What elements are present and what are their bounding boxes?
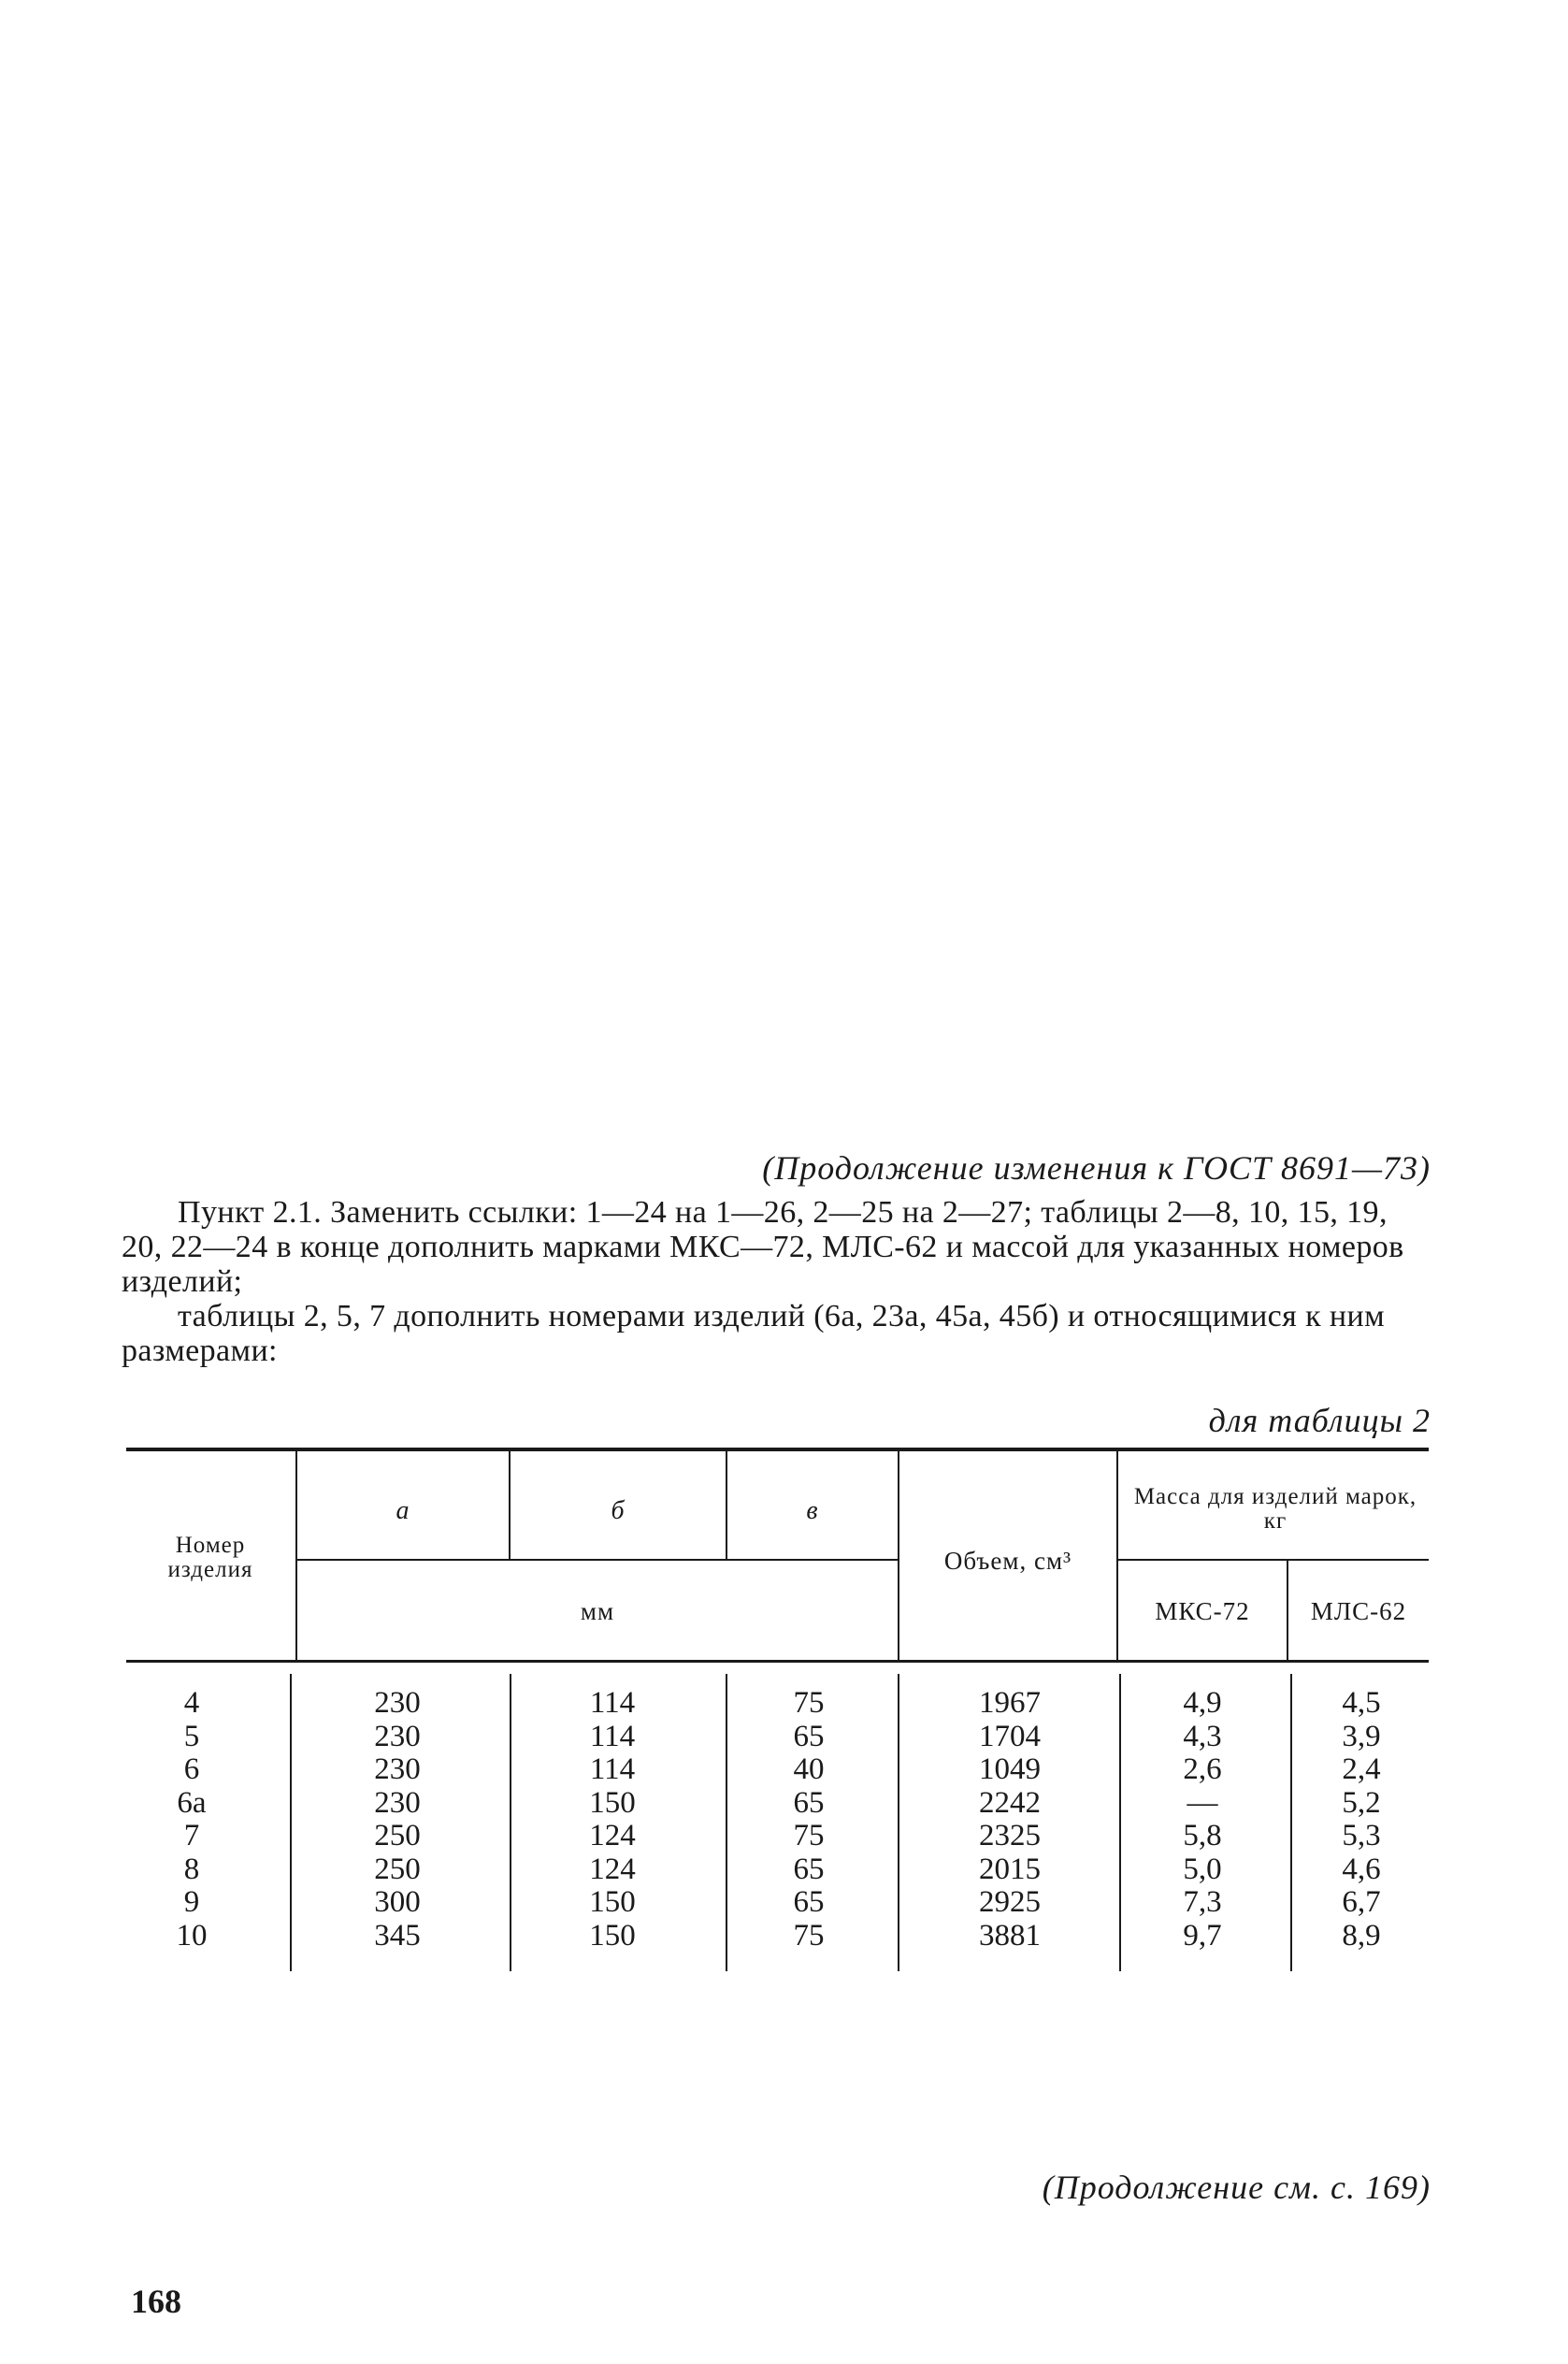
table-cell: 124: [589, 1819, 636, 1852]
column-a: [337, 1687, 458, 1953]
dimension-unit-rule: [297, 1559, 898, 1561]
table-cell: 1049: [979, 1752, 1041, 1786]
column-b: [552, 1687, 673, 1953]
table-cell: 250: [374, 1852, 421, 1886]
table-cell: 5: [183, 1719, 200, 1753]
header-mks-72: МКС-72: [1155, 1597, 1250, 1625]
table-cell: 2015: [979, 1852, 1041, 1886]
header-divider: [295, 1451, 297, 1660]
table-cell: 10: [176, 1918, 208, 1953]
table-cell: 75: [793, 1686, 825, 1720]
table-cell: 6а: [177, 1785, 207, 1820]
header-mass: Масса для изделий марок, кг: [1133, 1484, 1417, 1534]
column-item-number: [140, 1687, 243, 1953]
table-cell: —: [1187, 1785, 1218, 1820]
table-cell: 9: [183, 1885, 200, 1919]
table-cell: 4: [183, 1686, 200, 1720]
table-cell: 65: [793, 1885, 825, 1919]
column-mass-mls-62: [1305, 1687, 1417, 1953]
header-dimension-v: в: [806, 1496, 819, 1525]
body-divider: [290, 1674, 292, 1971]
table-cell: 40: [793, 1752, 825, 1786]
table-cell: 2325: [979, 1819, 1041, 1852]
paragraph-add-items: таблицы 2, 5, 7 дополнить номерами изделий (6а, 23а, 45а, 45б) и относящимися к ним размерами:: [122, 1299, 1386, 1368]
table-cell: 4,5: [1342, 1686, 1381, 1720]
table-cell: 300: [374, 1885, 421, 1919]
table-cell: 4,3: [1183, 1719, 1222, 1753]
table-cell: 5,8: [1183, 1819, 1222, 1852]
table-cell: 114: [589, 1686, 636, 1720]
header-volume: Объем, см³: [943, 1547, 1072, 1575]
mass-subheader-rule: [1118, 1559, 1429, 1561]
table-cell: 3,9: [1342, 1719, 1381, 1753]
table-cell: 7,3: [1183, 1885, 1222, 1919]
table-cell: 8,9: [1342, 1918, 1381, 1953]
table-cell: 1704: [979, 1719, 1041, 1753]
table-cell: 65: [793, 1719, 825, 1753]
table-cell: 5,3: [1342, 1819, 1381, 1852]
table-cell: 250: [374, 1819, 421, 1852]
table-cell: 230: [374, 1785, 421, 1820]
table-cell: 150: [589, 1918, 636, 1953]
body-divider: [1290, 1674, 1292, 1971]
header-unit-mm: мм: [580, 1597, 615, 1625]
table-cell: 3881: [979, 1918, 1041, 1953]
body-divider: [726, 1674, 727, 1971]
body-divider: [510, 1674, 511, 1971]
table-header-rule: [126, 1660, 1429, 1663]
header-item-number: Номер изделия: [167, 1533, 253, 1582]
table-cell: 2925: [979, 1885, 1041, 1919]
table-cell: 2242: [979, 1785, 1041, 1820]
table-cell: 6: [183, 1752, 200, 1786]
table-cell: 2,4: [1342, 1752, 1381, 1786]
page-number: 168: [131, 2283, 181, 2320]
column-volume: [944, 1687, 1075, 1953]
column-mass-mks-72: [1146, 1687, 1259, 1953]
table-cell: 65: [793, 1785, 825, 1820]
table-cell: 6,7: [1342, 1885, 1381, 1919]
table-top-rule: [126, 1448, 1429, 1451]
paragraph-replace-references: Пункт 2.1. Заменить ссылки: 1—24 на 1—26, 2—25 на 2—27; таблицы 2—8, 10, 15, 19, 20, 22—24 в конце дополнить марками МКС—72, МЛС-62 и массой для указанных номеров изделий;: [122, 1195, 1404, 1299]
table-cell: 7: [183, 1819, 200, 1852]
table-cell: 150: [589, 1885, 636, 1919]
table-cell: 5,2: [1342, 1785, 1381, 1820]
table-cell: 150: [589, 1785, 636, 1820]
table-cell: 345: [374, 1918, 421, 1953]
table-cell: 8: [183, 1852, 200, 1886]
table-cell: 230: [374, 1686, 421, 1720]
table-cell: 65: [793, 1852, 825, 1886]
body-divider: [1119, 1674, 1121, 1971]
table-cell: 75: [793, 1819, 825, 1852]
table-cell: 114: [589, 1719, 636, 1753]
body-divider: [898, 1674, 899, 1971]
body-text: [122, 1195, 1431, 1368]
table-cell: 114: [589, 1752, 636, 1786]
table-cell: 4,9: [1183, 1686, 1222, 1720]
table-cell: 1967: [979, 1686, 1041, 1720]
table-cell: 9,7: [1183, 1918, 1222, 1953]
table-cell: 5,0: [1183, 1852, 1222, 1886]
table-cell: 2,6: [1183, 1752, 1222, 1786]
table-cell: 4,6: [1342, 1852, 1381, 1886]
table-cell: 75: [793, 1918, 825, 1953]
table-cell: 230: [374, 1719, 421, 1753]
table-cell: 124: [589, 1852, 636, 1886]
continuation-header: (Продолжение изменения к ГОСТ 8691—73): [762, 1149, 1431, 1187]
table-caption: для таблицы 2: [1208, 1402, 1431, 1439]
column-v: [757, 1687, 860, 1953]
header-dimension-b: б: [611, 1496, 626, 1525]
continuation-footer: (Продолжение см. с. 169): [1042, 2169, 1431, 2206]
header-dimension-a: а: [396, 1496, 410, 1525]
header-mls-62: МЛС-62: [1310, 1597, 1407, 1625]
table-cell: 230: [374, 1752, 421, 1786]
header-divider: [1116, 1451, 1118, 1660]
